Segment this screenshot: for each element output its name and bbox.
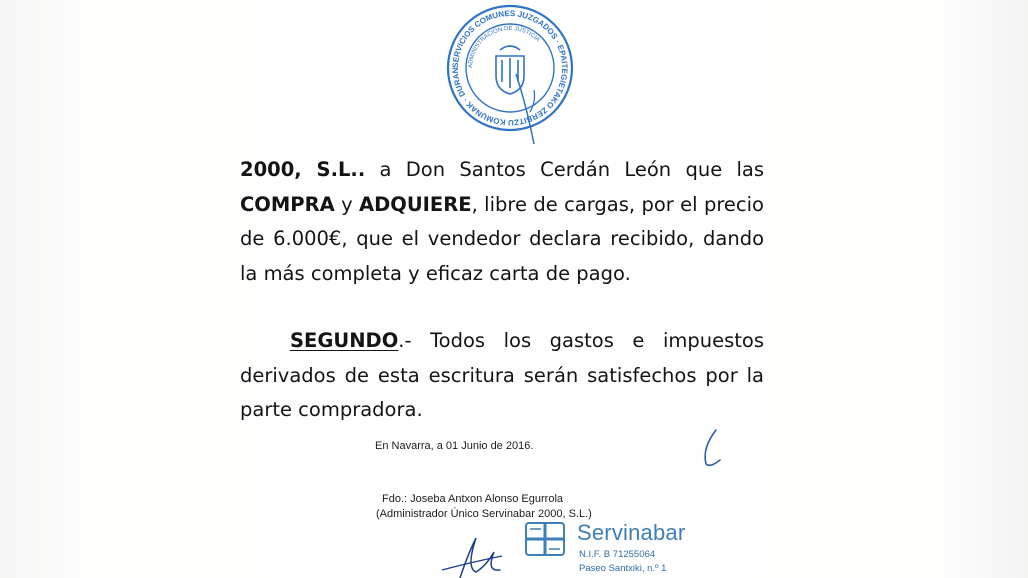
sale-text-line2: , libre de cargas, por el precio [471,192,764,216]
handwritten-mark-icon [698,428,728,470]
sale-text-line4: la más completa y eficaz carta de pago. [240,261,631,285]
compra-text: COMPRA [240,192,335,216]
court-seal-icon [446,0,574,146]
stamp-brand: Servinabar [577,520,686,545]
paragraph-sale [240,153,764,291]
sale-text-line1: a Don Santos Cerdán León que las [365,158,765,181]
servinabar-logo-icon [522,519,568,559]
segundo-text-line1: .- Todos los gastos e impuestos [398,329,764,352]
signatory-role: (Administrador Único Servinabar 2000, S.L.) [376,508,592,520]
adquiere-text: ADQUIERE [358,192,472,216]
document-date: En Navarra, a 01 Junio de 2016. [375,440,534,452]
signatory-name: Fdo.: Joseba Antxon Alonso Egurrola [382,493,564,505]
paragraph-segundo [240,324,764,428]
segundo-text-line3: parte compradora. [240,398,423,421]
signature-icon [440,520,510,578]
sale-text-line3: de 6.000€, que el vendedor declara recibido, dando [240,227,764,250]
svg-text:SERVICIOS COMUNES JUZGADOS · E [446,0,569,127]
company-suffix: 2000, S.L.. [240,158,366,181]
seal-inner-text: ADMINISTRACIÓN DE JUSTICIA [467,25,541,69]
seal-text: SERVICIOS COMUNES JUZGADOS · EPAITEGIETAKO ZERBITZU KOMUNAK · DURAN [450,8,570,128]
segundo-heading: SEGUNDO [290,329,399,352]
stamp-nif: N.I.F. B 71255064 [579,549,656,560]
segundo-text-line2: derivados de esta escritura serán satisfechos por la [240,363,764,387]
stamp-address: Paseo Santxiki, n.º 1 [579,563,667,574]
connector-text: y [334,192,359,216]
